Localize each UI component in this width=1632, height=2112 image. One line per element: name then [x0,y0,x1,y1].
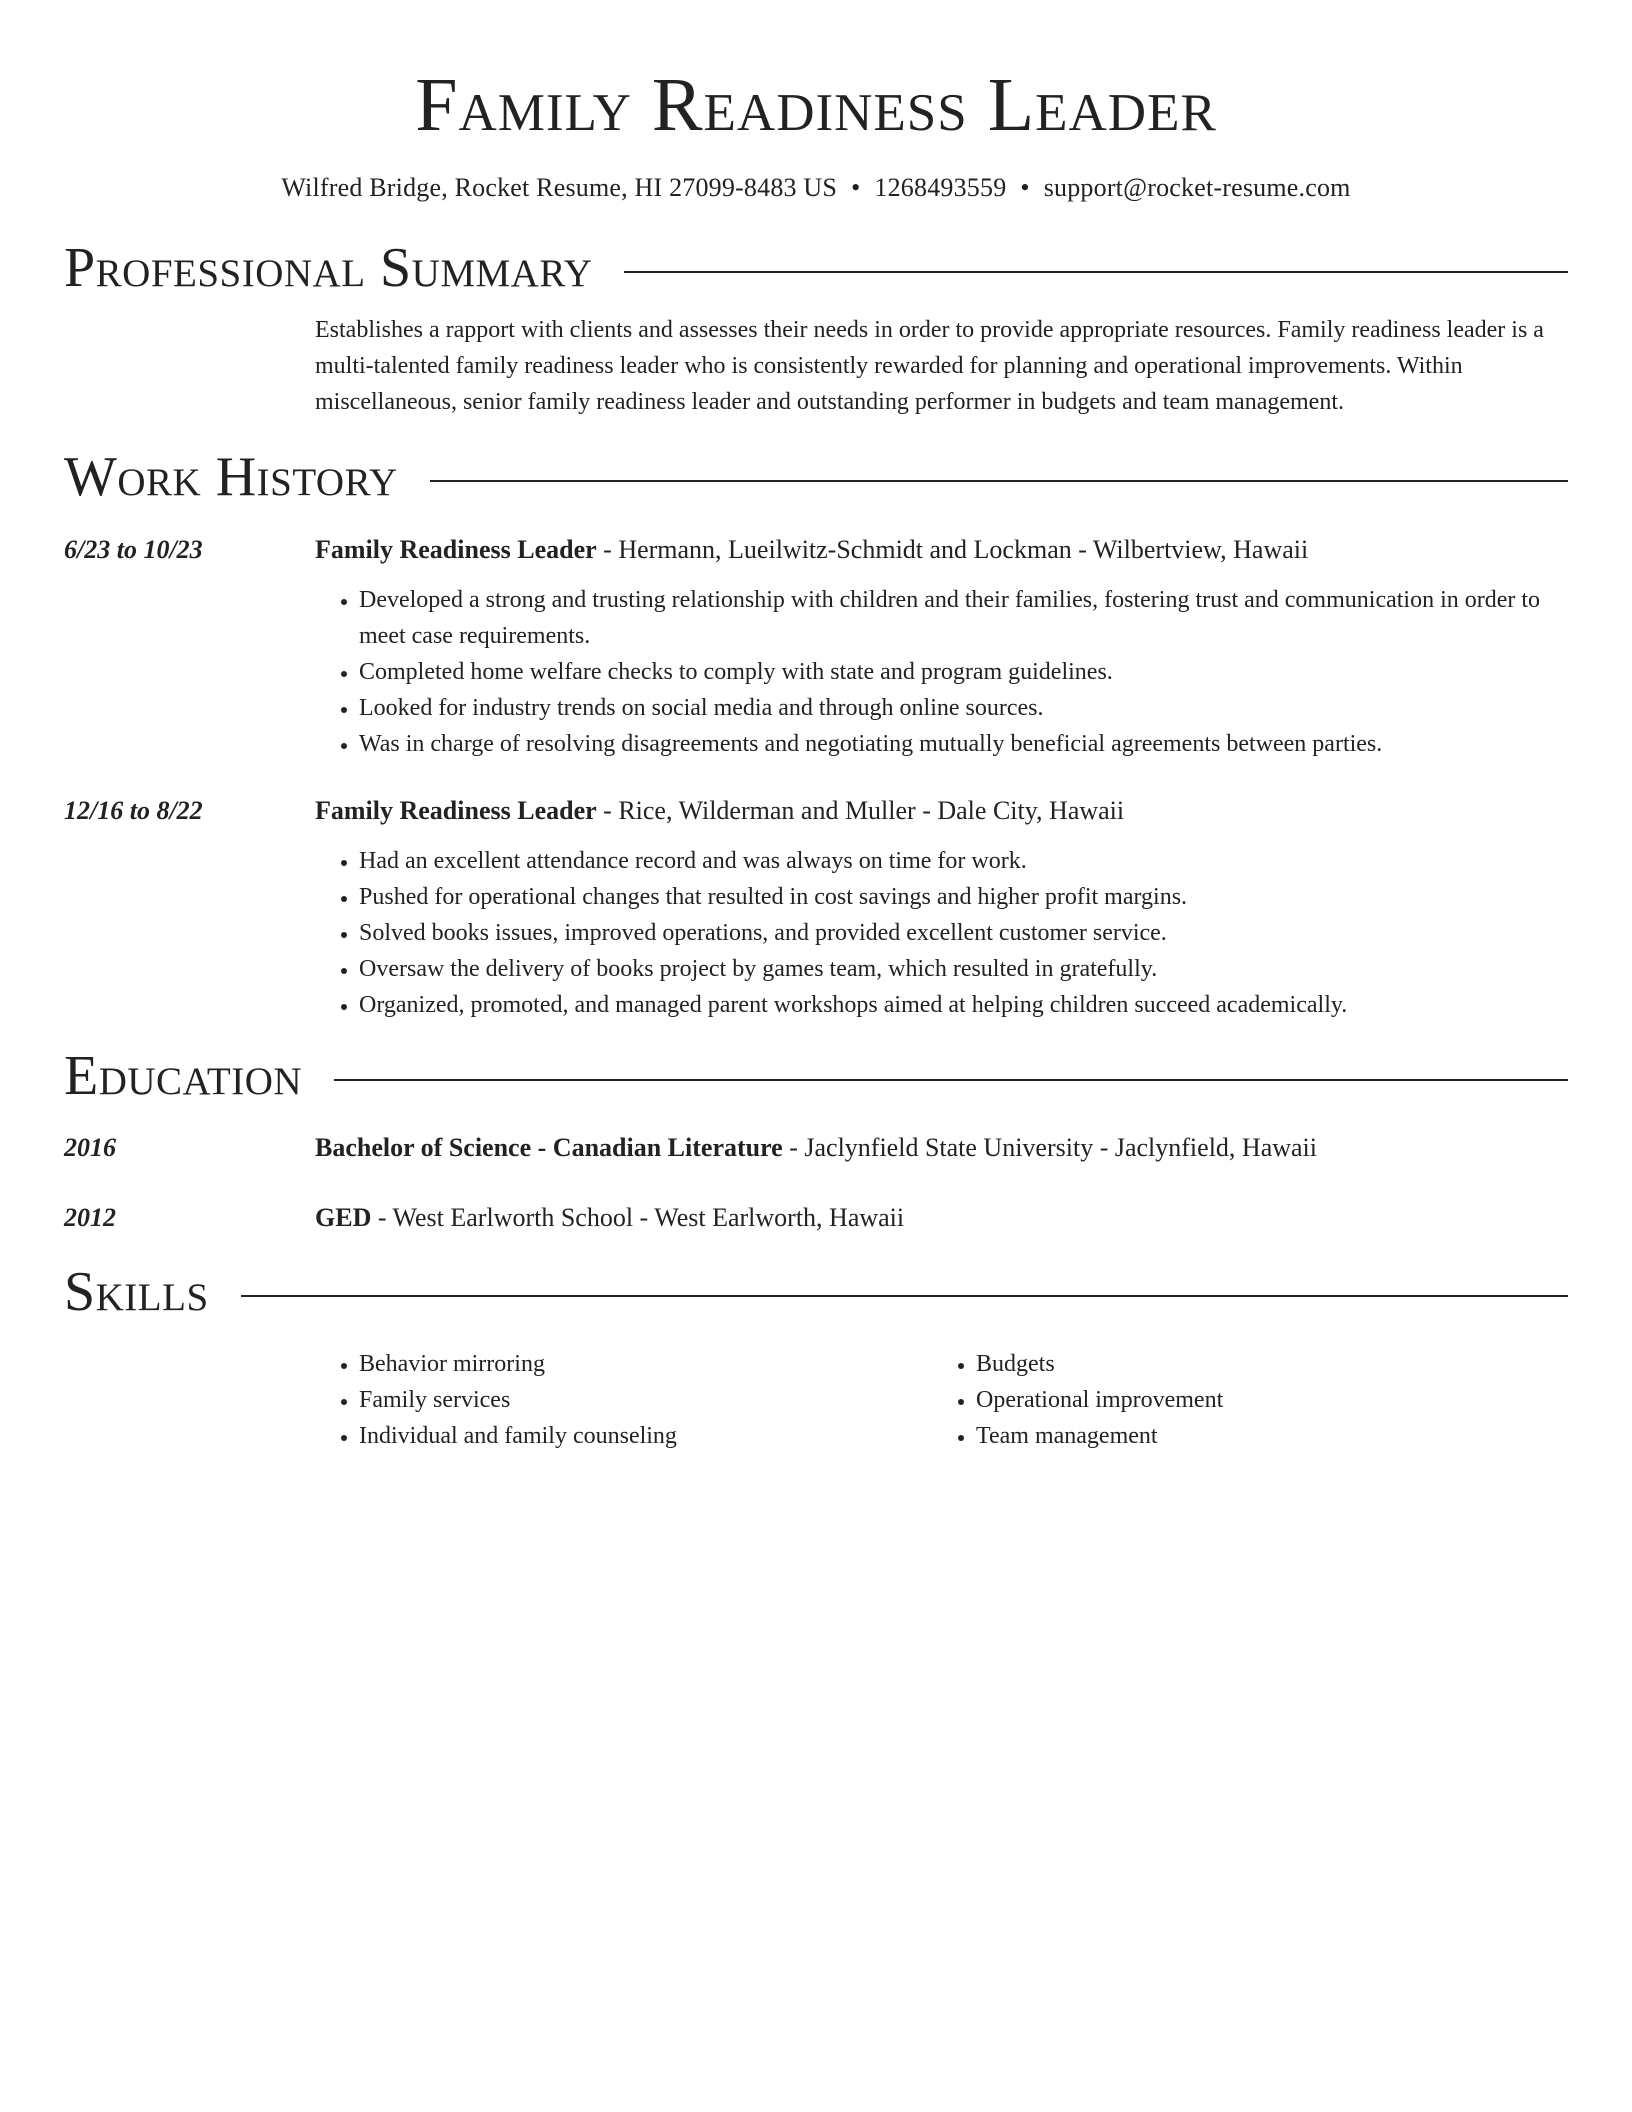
education-entry [64,1200,1568,1236]
education-year: 2012 [64,1203,116,1232]
skill-item: • Budgets [976,1346,1549,1382]
contact-address: Wilfred Bridge, Rocket Resume, HI 27099-8483 US [281,173,838,202]
education-heading: Education [64,1045,303,1107]
education-degree: Bachelor of Science - Canadian Literature [315,1133,783,1162]
job-title: Family Readiness Leader [315,535,597,564]
summary-section-header [64,235,1568,301]
job-content [315,793,1568,1023]
section-divider [241,1295,1568,1297]
skills-column-right [932,1346,1549,1454]
contact-line [64,170,1568,206]
contact-separator: • [851,173,861,202]
contact-phone: 1268493559 [874,173,1007,202]
job-dates: 6/23 to 10/23 [64,535,203,564]
job-bullet: • Oversaw the delivery of books project by games team, which resulted in gratefully. [359,951,1568,987]
education-details: - Jaclynfield State University - Jaclynfield, Hawaii [782,1133,1318,1162]
job-bullets [315,582,1568,762]
resume-page [64,0,1568,1454]
skills-column-left [315,1346,932,1454]
job-bullet: • Solved books issues, improved operations, and provided excellent customer service. [359,915,1568,951]
skill-item: • Individual and family counseling [359,1418,932,1454]
job-details: - Rice, Wilderman and Muller - Dale City, Hawaii [596,796,1125,825]
skills-list [315,1346,1568,1454]
job-entry [64,532,1568,762]
job-bullet: • Looked for industry trends on social media and through online sources. [359,690,1568,726]
skill-item: • Family services [359,1382,932,1418]
summary-heading: Professional Summary [64,237,593,299]
summary-text: Establishes a rapport with clients and assesses their needs in order to provide appropriate resources. Family readiness leader is a multi-talented family readiness leader who is consistently rewarded for planning and operational improvements. Within miscellaneous, senior family readiness leader and outstanding performer in budgets and team management. [315,317,1544,415]
job-heading [315,532,1568,568]
job-bullet: • Completed home welfare checks to comply with state and program guidelines. [359,654,1568,690]
education-degree: GED [315,1203,372,1232]
job-bullet: • Organized, promoted, and managed parent workshops aimed at helping children succeed academically. [359,987,1568,1023]
job-title: Family Readiness Leader [315,796,597,825]
skill-item: • Team management [976,1418,1549,1454]
contact-email: support@rocket-resume.com [1043,173,1351,202]
education-content [315,1130,1568,1166]
skills-heading: Skills [64,1261,209,1323]
job-bullet: • Developed a strong and trusting relationship with children and their families, fostering trust and communication in order to meet case requirements. [359,582,1568,654]
job-dates: 12/16 to 8/22 [64,796,203,825]
job-heading [315,793,1568,829]
section-divider [430,480,1568,482]
section-divider [334,1079,1568,1081]
skills-section-header [64,1259,1568,1325]
resume-name: Family Readiness Leader [415,63,1217,147]
education-entry [64,1130,1568,1166]
job-bullet: • Pushed for operational changes that resulted in cost savings and higher profit margins. [359,879,1568,915]
job-details: - Hermann, Lueilwitz-Schmidt and Lockman - Wilbertview, Hawaii [596,535,1309,564]
education-details: - West Earlworth School - West Earlworth, Hawaii [371,1203,905,1232]
work-section-header [64,444,1568,510]
section-divider [624,271,1568,273]
job-entry [64,793,1568,1023]
education-year: 2016 [64,1133,116,1162]
job-bullet: • Was in charge of resolving disagreements and negotiating mutually beneficial agreements between parties. [359,726,1568,762]
contact-separator: • [1020,173,1030,202]
education-section-header [64,1043,1568,1109]
work-heading: Work History [64,446,398,508]
skill-item: • Behavior mirroring [359,1346,932,1382]
skill-item: • Operational improvement [976,1382,1549,1418]
job-content [315,532,1568,762]
job-bullets [315,843,1568,1023]
job-bullet: • Had an excellent attendance record and was always on time for work. [359,843,1568,879]
education-content [315,1200,1568,1236]
